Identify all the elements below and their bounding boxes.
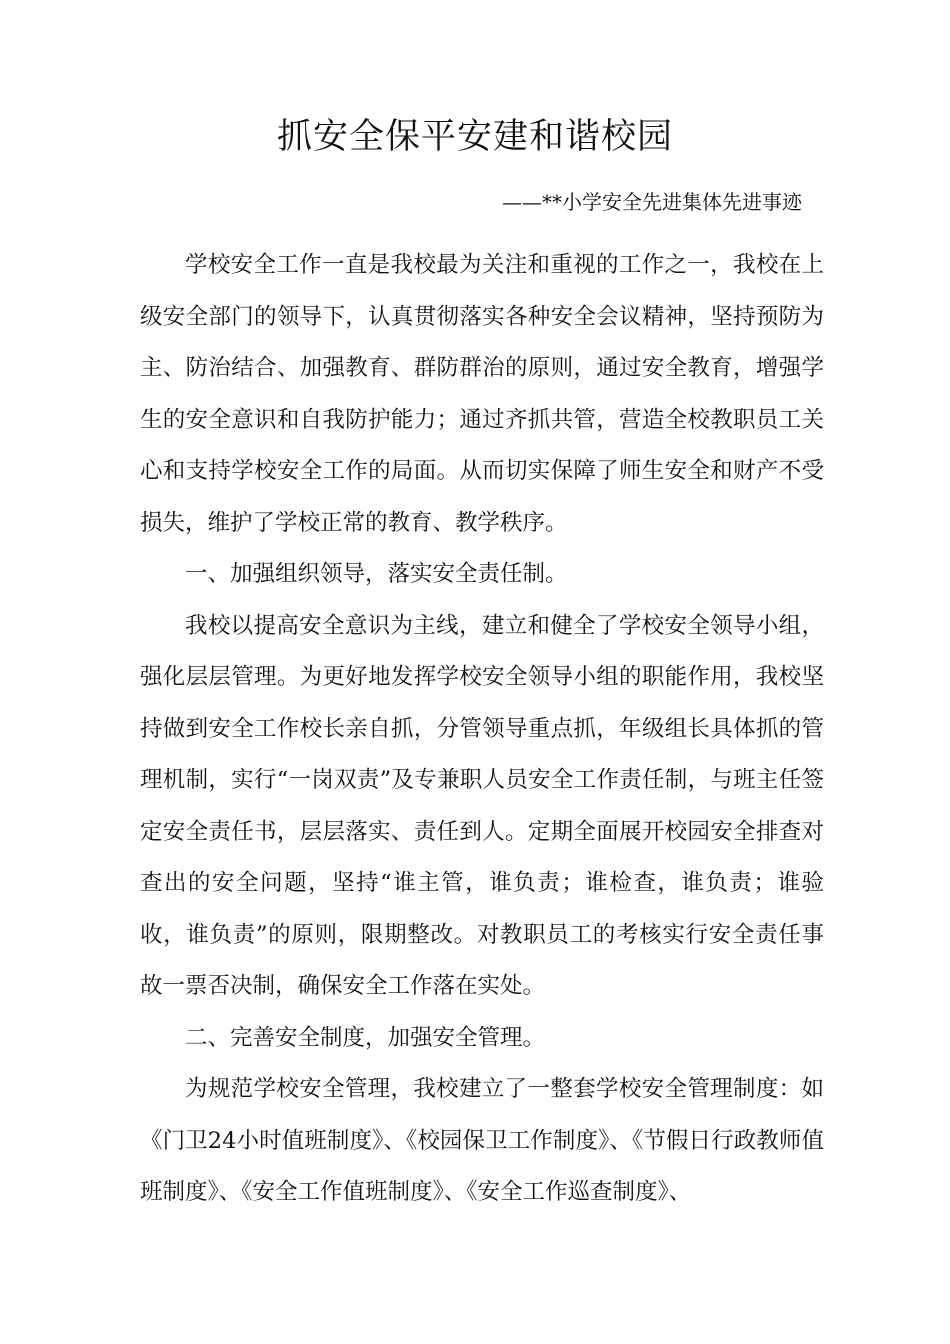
page-subtitle: ——**小学安全先进集体先进事迹 (502, 190, 802, 214)
page-title: 抓安全保平安建和谐校园 (276, 117, 673, 157)
document-body (140, 240, 824, 1219)
section-heading-1: 一、加强组织领导，落实安全责任制。 (185, 561, 568, 587)
paragraph-intro: 学校安全工作一直是我校最为关注和重视的工作之一，我校在上级安全部门的领导下，认真贯彻落实各种安全会议精神，坚持预防为主、防治结合、加强教育、群防群治的原则，通过安全教育，增强学生的安全意识和自我防护能力；通过齐抓共管，营造全校教职员工关心和支持学校安全工作的局面。从而切实保障了师生安全和财产不受损失，维护了学校正常的教育、教学秩序。 (140, 252, 824, 536)
paragraph-section-1: 我校以提高安全意识为主线，建立和健全了学校安全领导小组，强化层层管理。为更好地发挥学校安全领导小组的职能作用，我校坚持做到安全工作校长亲自抓，分管领导重点抓，年级组长具体抓的管理机制，实行“一岗双责”及专兼职人员安全工作责任制，与班主任签定安全责任书，层层落实、责任到人。定期全面展开校园安全排查对查出的安全问题，坚持“谁主管，谁负责；谁检查，谁负责；谁验收，谁负责”的原则，限期整改。对教职员工的考核实行安全责任事故一票否决制，确保安全工作落在实处。 (140, 612, 824, 999)
section-heading-2: 二、完善安全制度，加强安全管理。 (185, 1024, 546, 1051)
paragraph-section-2: 为规范学校安全管理，我校建立了一整套学校安全管理制度：如《门卫24小时值班制度》、《校园保卫工作制度》、《节假日行政教师值班制度》、《安全工作值班制度》、《安全工作巡查制度》、 (140, 1076, 824, 1205)
